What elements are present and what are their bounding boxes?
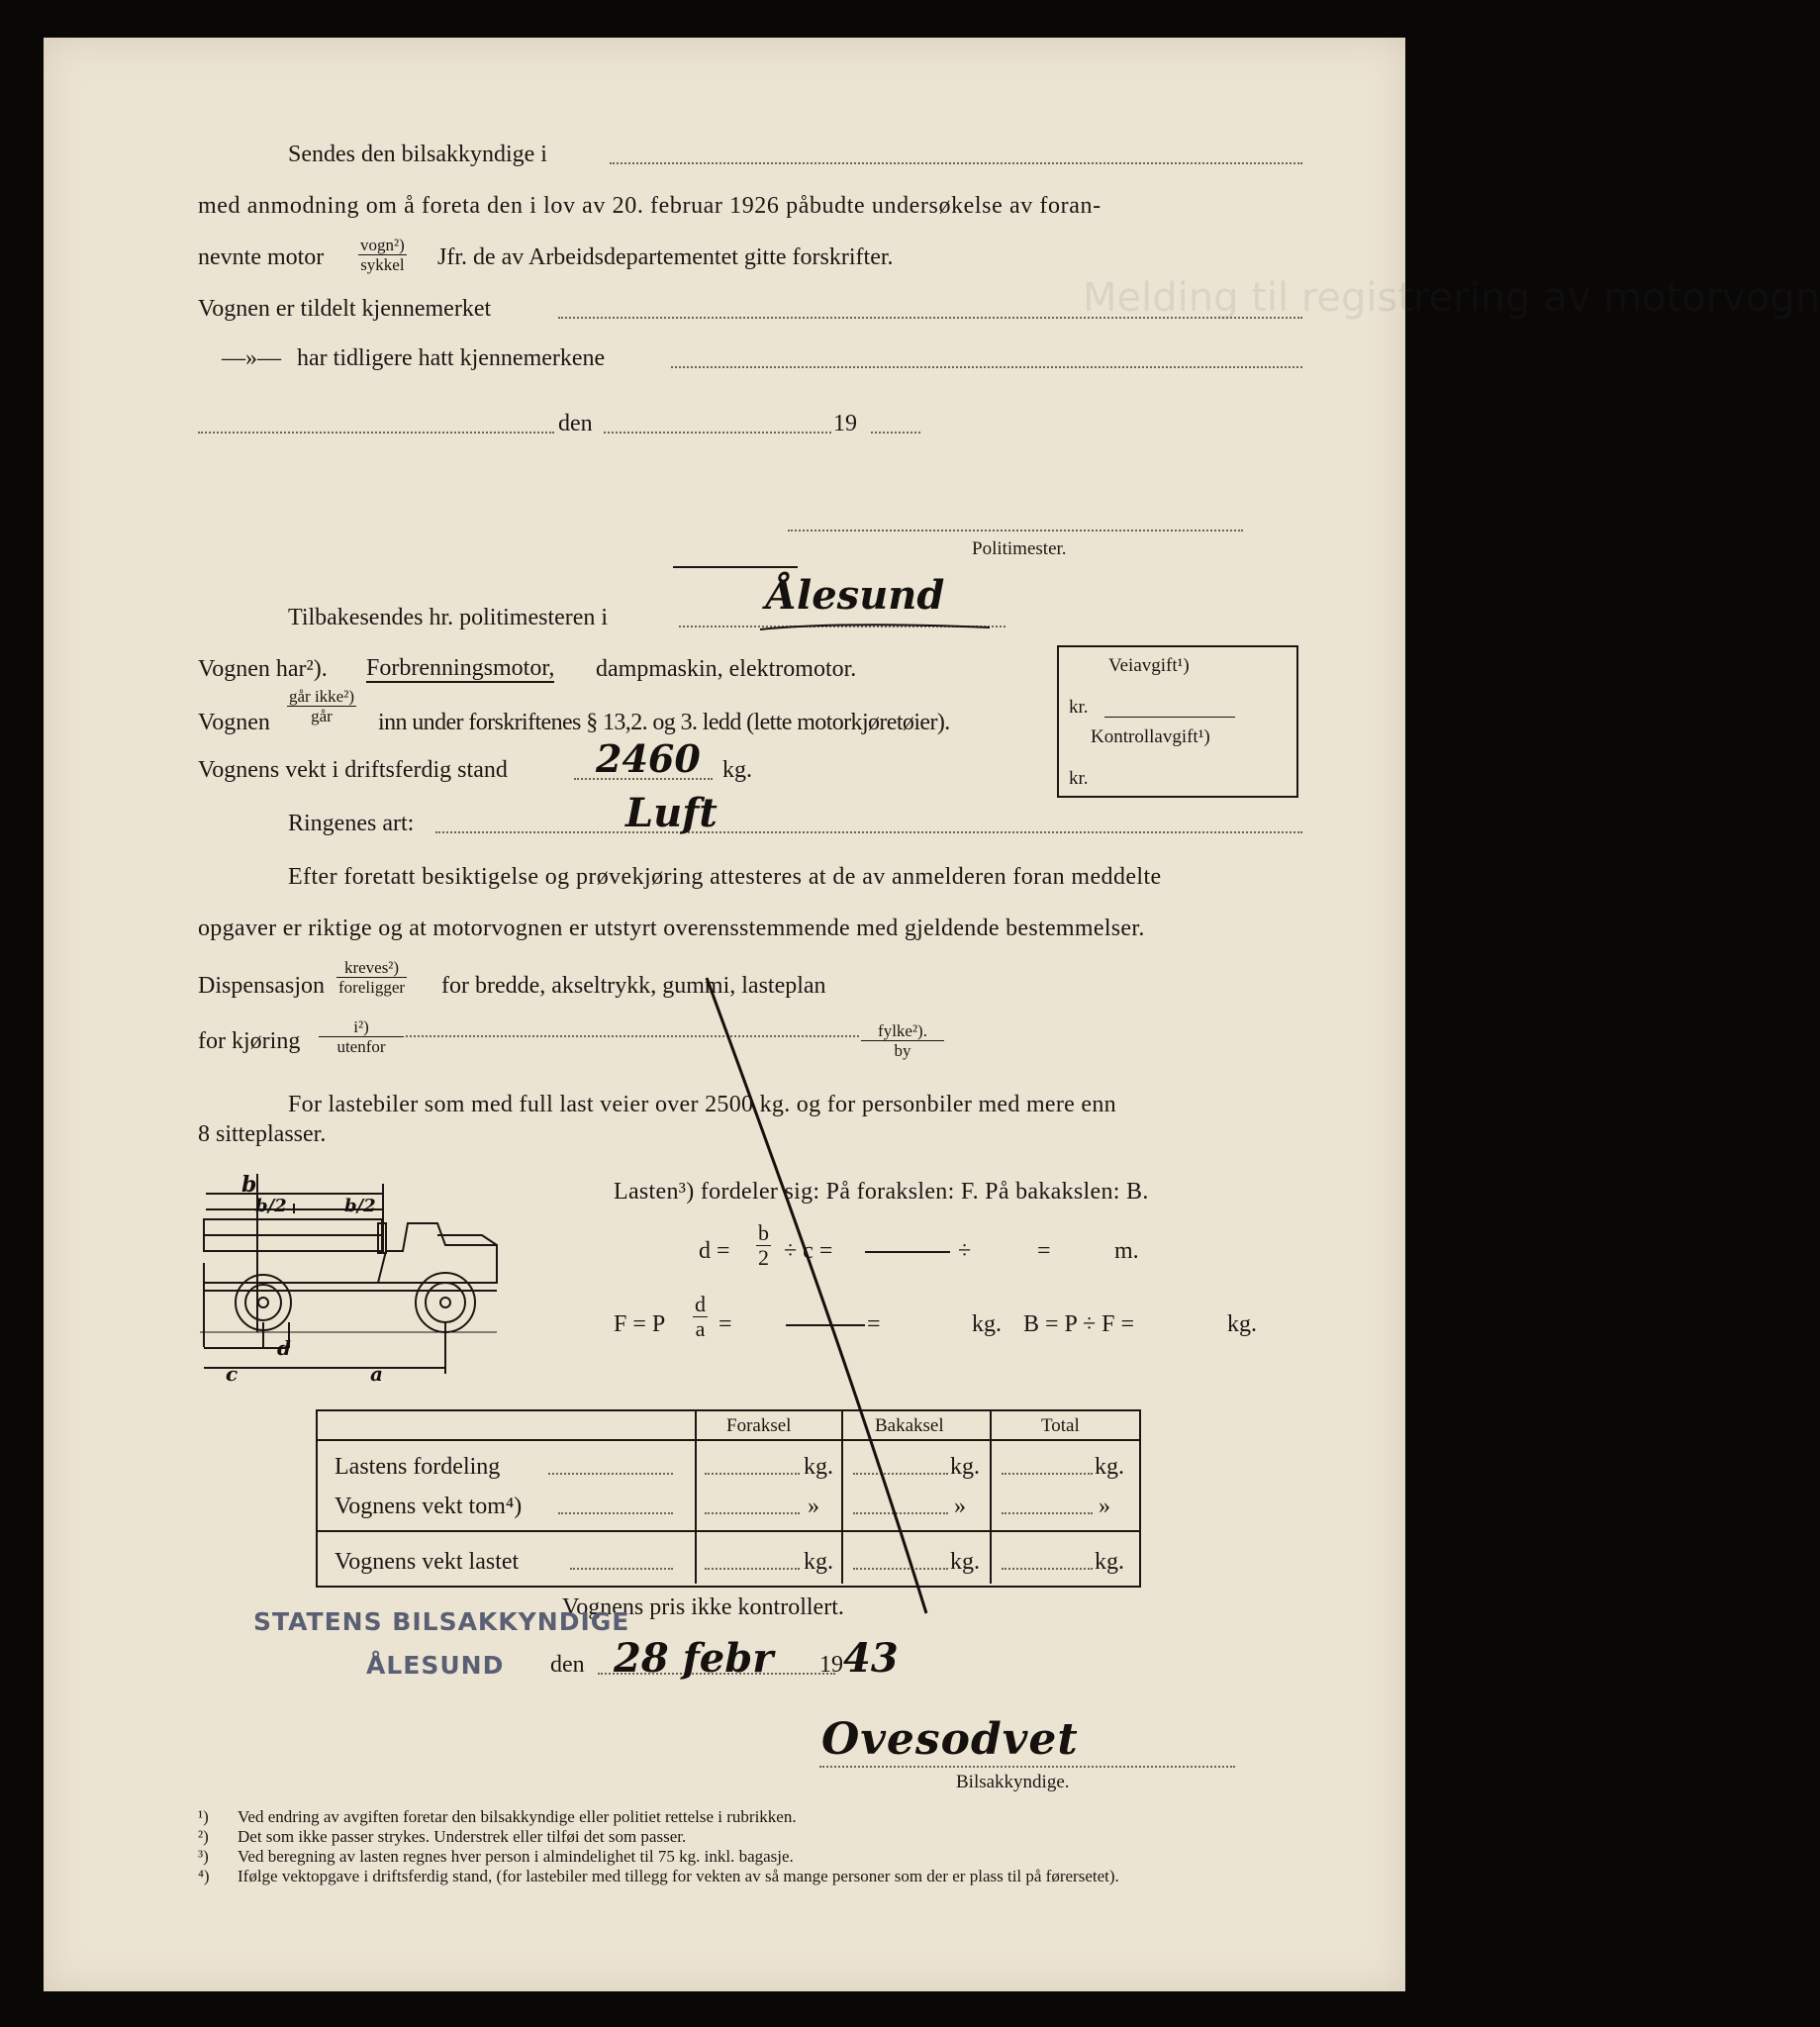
table-row-label: Vognens vekt tom⁴) — [335, 1494, 523, 1519]
footnote-text: Ifølge vektopgave i driftsferdig stand, (for lastebiler med tillegg for vekten av så mange personer som der er plass til på førersetet). — [238, 1867, 1119, 1885]
light-vehicle-label-b: inn under forskriftenes § 13,2. og 3. ledd (lette motorkjøretøier). — [378, 710, 950, 735]
police-chief-label: Politimester. — [972, 538, 1067, 559]
diagram-label-a: a — [370, 1362, 383, 1386]
send-to-field[interactable] — [610, 162, 1302, 164]
stamp-line-1: STATENS BILSAKKYNDIGE — [253, 1607, 630, 1636]
police-signature-line — [788, 530, 1243, 531]
load-distribution-label: Lasten³) fordeler sig: På forakslen: F. På bakakslen: B. — [614, 1179, 1149, 1205]
formula-f-fraction: $\frac{d}{a}$ — [695, 1292, 706, 1341]
footnote-marker: ³) — [198, 1847, 209, 1866]
formula-f-equals: = — [718, 1311, 732, 1337]
county-fraction: fylke²). by — [861, 1021, 944, 1060]
control-fee-currency: kr. — [1069, 768, 1089, 789]
table-cell: kg. — [1095, 1454, 1124, 1480]
formula-f-unit: kg. — [972, 1311, 1002, 1337]
dispensation-scope: for bredde, akseltrykk, gummi, lasteplan — [441, 973, 826, 999]
table-cell: kg. — [804, 1454, 833, 1480]
certification-line-1: Efter foretatt besiktigelse og prøvekjøring attesteres at de av anmelderen foran meddelte — [288, 864, 1162, 890]
table-cell-field[interactable] — [1002, 1473, 1093, 1475]
footnote-marker: ⁴) — [198, 1867, 210, 1885]
return-to-label: Tilbakesendes hr. politimesteren i — [288, 605, 609, 630]
table-row-leader — [548, 1473, 673, 1475]
previous-marks-field[interactable] — [671, 366, 1302, 368]
table-header-bakaksel: Bakaksel — [875, 1415, 944, 1436]
engine-type-label: Vognen har²). — [198, 656, 328, 682]
table-col-divider-3 — [990, 1411, 992, 1584]
table-cell: kg. — [950, 1549, 980, 1575]
diagram-label-d: d — [277, 1336, 291, 1360]
road-fee-label: Veiavgift¹) — [1108, 655, 1190, 676]
request-line: med anmodning om å foreta den i lov av 20. februar 1926 påbudte undersøkelse av foran- — [198, 193, 1102, 219]
weight-label: Vognens vekt i driftsferdig stand — [198, 757, 508, 783]
table-cell: » — [1099, 1494, 1110, 1519]
table-cell: kg. — [950, 1454, 980, 1480]
handwritten-tyre-type: Luft — [625, 790, 718, 836]
stamp-line-2: ÅLESUND — [366, 1651, 505, 1680]
motor-type-line-a: nevnte motor — [198, 244, 325, 270]
diagram-label-b-half-1: b/2 — [255, 1196, 287, 1216]
footnote-text: Det som ikke passer strykes. Understrek eller tilføi det som passer. — [238, 1827, 687, 1846]
weight-unit: kg. — [722, 757, 752, 783]
footnote-text: Ved beregning av lasten regnes hver person i almindelighet til 75 kg. inkl. bagasje. — [238, 1847, 794, 1866]
motor-type-line-b: Jfr. de av Arbeidsdepartementet gitte forskrifter. — [437, 244, 894, 270]
table-cell-field[interactable] — [1002, 1568, 1093, 1570]
diagonal-strike-line — [657, 968, 974, 1621]
signature-year-prefix: 19 — [819, 1652, 843, 1678]
table-row-label: Vognens vekt lastet — [335, 1549, 520, 1575]
city-underline-stroke — [756, 620, 994, 649]
formula-d-left: d = — [699, 1238, 730, 1264]
year-field[interactable] — [871, 432, 920, 434]
light-vehicle-fraction: går ikke²) går — [289, 687, 354, 725]
footnote-marker: ²) — [198, 1827, 209, 1846]
engine-type-underlined: Forbrenningsmotor, — [366, 655, 555, 681]
table-cell: » — [954, 1494, 966, 1519]
footnote-text: Ved endring av avgiften foretar den bilsakkyndige eller politiet rettelse i rubrikken. — [238, 1807, 797, 1826]
footnote-marker: ¹) — [198, 1807, 209, 1826]
formula-d-fraction: $\frac{b}{2}$ — [758, 1220, 769, 1270]
table-row-label: Lastens fordeling — [335, 1454, 501, 1480]
table-cell: » — [808, 1494, 819, 1519]
handwritten-year: 43 — [843, 1635, 899, 1682]
road-fee-field[interactable] — [1104, 717, 1235, 718]
send-to-line: Sendes den bilsakkyndige i — [288, 142, 547, 167]
engine-type-options: dampmaskin, elektromotor. — [596, 656, 857, 682]
truck-note-line-1: For lastebiler som med full last veier over 2500 kg. og for personbiler med mere enn — [288, 1092, 1116, 1117]
diagram-label-c: c — [226, 1362, 239, 1386]
vehicle-type-fraction: vogn²) sykkel — [360, 236, 405, 274]
formula-b-unit: kg. — [1227, 1311, 1257, 1337]
table-header-foraksel: Foraksel — [726, 1415, 792, 1436]
place-field[interactable] — [198, 432, 554, 434]
previous-marks-label: har tidligere hatt kjennemerkene — [297, 345, 606, 371]
formula-f-left: F = P — [614, 1311, 666, 1337]
inspector-signature: Ovesodvet — [821, 1714, 1079, 1765]
truck-note-line-2: 8 sitteplasser. — [198, 1121, 327, 1147]
driving-fraction: i²) utenfor — [319, 1017, 404, 1056]
show-through-ghost: Melding til registrering av motorvogn — [1083, 275, 1820, 321]
table-cell: kg. — [804, 1549, 833, 1575]
signature-date-label: den — [550, 1652, 585, 1678]
tyre-type-label: Ringenes art: — [288, 811, 415, 836]
diagram-label-b-half-2: b/2 — [344, 1196, 376, 1216]
handwritten-weight: 2460 — [596, 736, 701, 781]
diagram-label-b: b — [241, 1172, 257, 1198]
driving-label: for kjøring — [198, 1028, 301, 1054]
return-rule — [673, 566, 798, 568]
date-field[interactable] — [604, 432, 831, 434]
formula-b: B = P ÷ F = — [1023, 1311, 1135, 1337]
table-header-total: Total — [1041, 1415, 1080, 1436]
table-cell: kg. — [1095, 1549, 1124, 1575]
registration-mark-label: Vognen er tildelt kjennemerket — [198, 296, 492, 322]
formula-d-unit: m. — [1114, 1238, 1139, 1264]
certification-line-2: opgaver er riktige og at motorvognen er utstyrt overensstemmende med gjeldende bestemmelser. — [198, 916, 1145, 941]
formula-d-minus: ÷ — [958, 1238, 972, 1264]
dispensation-label: Dispensasjon — [198, 973, 325, 999]
road-fee-currency: kr. — [1069, 697, 1089, 718]
light-vehicle-label-a: Vognen — [198, 710, 270, 735]
handwritten-city: Ålesund — [766, 572, 945, 619]
ditto-mark: —»— — [222, 345, 281, 371]
formula-d-middle: ÷ c = — [784, 1238, 833, 1264]
handwritten-date: 28 febr — [614, 1635, 774, 1682]
document-page — [44, 38, 1820, 1991]
table-row-leader — [558, 1512, 673, 1514]
formula-d-equals: = — [1037, 1238, 1051, 1264]
year-prefix: 19 — [833, 411, 857, 436]
registration-mark-field[interactable] — [558, 317, 1302, 319]
inspector-signature-line — [819, 1766, 1235, 1768]
table-cell-field[interactable] — [1002, 1512, 1093, 1514]
control-fee-label: Kontrollavgift¹) — [1091, 726, 1210, 747]
price-not-checked: Vognens pris ikke kontrollert. — [562, 1594, 844, 1620]
tyre-type-field[interactable] — [435, 831, 1302, 833]
formula-f-equals-2: = — [867, 1311, 881, 1337]
date-den-label: den — [558, 411, 593, 436]
dispensation-fraction: kreves²) foreligger — [338, 958, 406, 997]
inspector-label: Bilsakkyndige. — [956, 1772, 1070, 1792]
